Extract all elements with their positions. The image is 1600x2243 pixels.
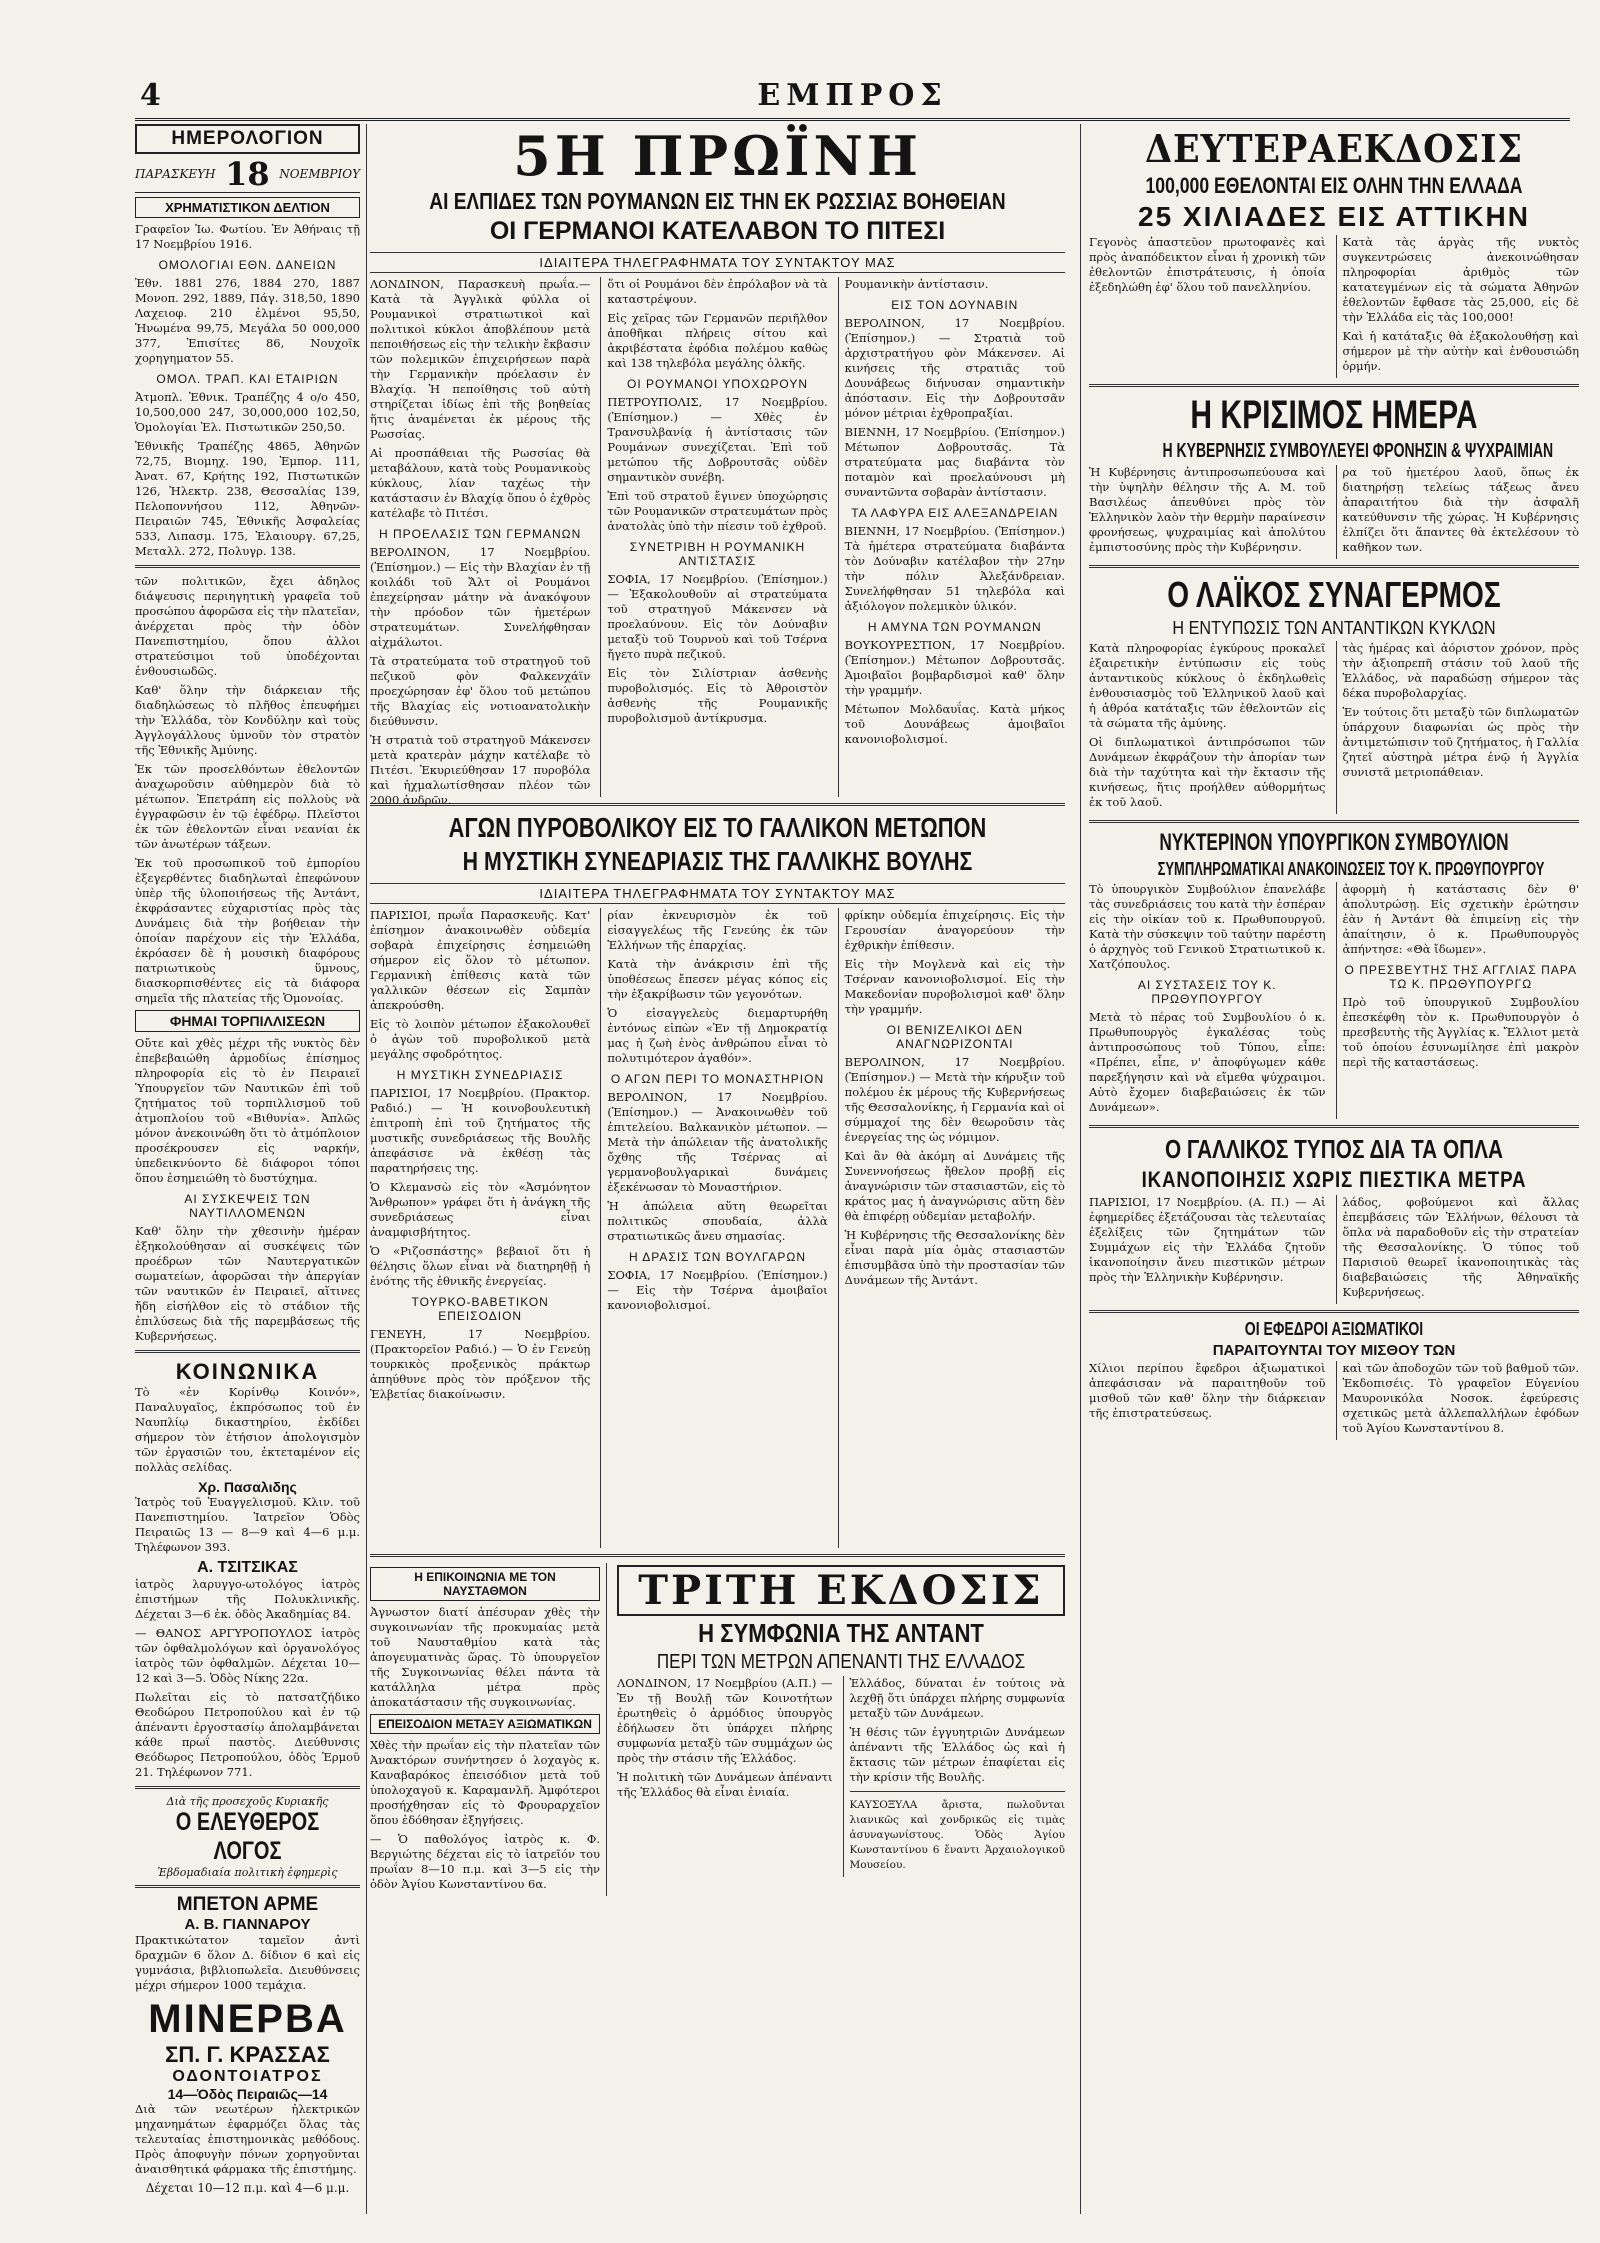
subcolumn: [1089, 465, 1326, 559]
article-paragraph: ὅτι οἱ Ρουμάνοι δὲν ἐπρόλαβον νὰ τὰ καταστρέψουν.: [607, 277, 828, 306]
article-paragraph: Κατὰ πληροφορίας ἐγκύρους προκαλεῖ ἐξαιρετικὴν ἐντύπωσιν εἰς τοὺς ἀνταντικοὺς κύκλους ὁ ἐκδηλωθεὶς ἐνθουσιασμὸς τοῦ Ἑλληνικοῦ λαοῦ καὶ ἡ ἀθρόα κατάταξις τῶν ἐθελοντῶν εἰς τὰ σώματα τῆς ἀμύνης.: [1089, 641, 1326, 730]
article-paragraph: Ἐπὶ τοῦ στρατοῦ ἔγινεν ὑποχώρησις τῶν Ρουμανικῶν στρατευμάτων πρὸς ἀνατολὰς ὑπὸ τὴν πίεσιν τοῦ ἐχθροῦ.: [607, 489, 828, 533]
section-title: ΕΙΣ ΤΟΝ ΔΟΥΝΑΒΙΝ: [891, 298, 1019, 312]
article-paragraph: ΒΕΡΟΛΙΝΟΝ, 17 Νοεμβρίου. (Ἐπίσημον.) — Στρατιὰ τοῦ ἀρχιστρατήγου φὸν Μάκενσεν. Αἱ κινήσεις τῆς στρατιᾶς τοῦ Δουνάβεως διήνυσαν σημαντικὴν ἀπόστασιν. Εἰς τὴν Δοβρουτσᾶν μόνον μέτριαι ἐχθροπραξίαι.: [844, 316, 1065, 420]
article-paragraph: Εἰς τὸν Σιλίστριαν ἀσθενὴς πυροβολισμός. Εἰς τὸ Ἀθροιστὸν ἀσθενὴς τῆς Ρουμανικῆς πυροβολισμοῦ ἀντίκρυσμα.: [607, 666, 828, 725]
article-paragraph: Ἡ θέσις τῶν ἐγγυητριῶν Δυνάμεων ἀπέναντι τῆς Ἑλλάδος ὡς καὶ ἡ ἔκτασις τῶν μέτρων ἐπαφίεται εἰς τὴν κρίσιν τῆς Βουλῆς.: [849, 1725, 1065, 1784]
subcolumn-b: [600, 277, 827, 797]
small-ad: ΚΑΥΣΟΞΥΛΑ ἄριστα, πωλοῦνται λιανικῶς καὶ χονδρικῶς εἰς τιμὰς ἀσυναγωνίστους. Ὁδὸς Ἀγίου Κωνσταντίνου 6 ἔναντι Ἀρχαιολογικοῦ Μουσείου.: [849, 1799, 1065, 1871]
headline: ΠΑΡΑΙΤΟΥΝΤΑΙ ΤΟΥ ΜΙΣΘΟΥ ΤΩΝ: [1212, 1342, 1456, 1359]
section-title: ΟΙ ΒΕΝΙΖΕΛΙΚΟΙ ΔΕΝ ΑΝΑΓΝΩΡΙΖΟΝΤΑΙ: [886, 1023, 1023, 1051]
article-paragraph: Ὁ Κλεμανσὼ εἰς τὸν «Ἀσμόνητον Ἄνθρωπον» γράφει ὅτι ἡ ἀνάγκη τῆς συνεδριάσεως εἶναι ἀναμφισβήτητος.: [370, 1180, 591, 1239]
section-title: Η ΑΜΥΝΑ ΤΩΝ ΡΟΥΜΑΝΩΝ: [867, 620, 1042, 634]
ad-dentist: ΟΔΟΝΤΟΙΑΤΡΟΣ: [172, 2068, 323, 2085]
calendar-month: ΝΟΕΜΒΡΙΟΥ: [279, 167, 360, 181]
popular-columns: [1089, 641, 1579, 814]
article-paragraph: Ἡ στρατιὰ τοῦ στρατηγοῦ Μάκενσεν μετὰ κρατερὰν μάχην κατέλαβε τὸ Πιτέσι. Ἐκυριεύθησαν 17 πυροβόλα καὶ ἠχμαλωτίσθησαν πλέον τῶν 2000 ἀνδρῶν.: [370, 733, 591, 807]
article-paragraph: φρίκην οὐδεμία ἐπιχείρησις. Εἰς τὴν Γερουσίαν ἀναγορεύουν τὴν ἐχθρικὴν ἐπίθεσιν.: [844, 908, 1065, 952]
ad-giannarou: Α. Β. ΓΙΑΝΝΑΡΟΥ: [184, 1916, 311, 1933]
subcolumn-g: [617, 1676, 833, 1877]
social-text: Τὸ «ἐν Κορίνθῳ Κοινόν», Παναλυγαῖος, ἐκπρόσωπος τοῦ ἐν Ναυπλίῳ δικαστηρίου, ἐκδίδει σήμερον τὸν ἐτήσιον ἀπολογισμὸν τῶν ἐργασιῶν του, ἐκτεταμένον εἰς πολλὰς σελίδας.: [135, 1385, 360, 1474]
article-paragraph: τῶν πολιτικῶν, ἔχει ἀδηλος διάψευσις περιηγητικὴ γραφεῖα τοῦ προσώπου ἀφορῶσα εἰς τὴν πλατεῖαν, ἀνέρχεται πρὸς τὴν ὁδὸν Πανεπιστημίου, ὅπου ἀλλοι στρατεύσιμοι τοῦ ὑποδέχονται ἐνθουσιωδῶς.: [135, 574, 360, 678]
article-paragraph: Τὰ στρατεύματα τοῦ στρατηγοῦ τοῦ πεζικοῦ φὸν Φαλκενχάϊν προεχώρησαν ἐφ' ὅλου τοῦ μετώπου τῆς Βλαχίας εἰς νοτιοανατολικὴν διεύθυνσιν.: [370, 654, 591, 728]
doctor-text: ἰατρὸς λαρυγγο-ωτολόγος ἰατρὸς ἐπιστήμων τῆς Πολυκλινικῆς. Δέχεται 3—6 ἐκ. ὁδὸς Ἀκαδημίας 84.: [135, 1577, 360, 1621]
page-number: 4: [140, 78, 161, 113]
article-paragraph: ΣΟΦΙΑ, 17 Νοεμβρίου. (Ἐπίσημον.) — Εἰς τὴν Τσέρνα ἀμοιβαῖοι κανονιοβολισμοί.: [607, 1268, 828, 1312]
doctor-name: Χρ. Πασαλιδης: [198, 1479, 297, 1495]
third-edition-title: ΤΡΙΤΗ ΕΚΔΟΣΙΣ: [617, 1565, 1065, 1616]
article-paragraph: ΠΑΡΙΣΙΟΙ, 17 Νοεμβρίου. (Α. Π.) — Αἱ ἐφημερίδες ἐξετάζουσαι τὰς τελευταίας ἐξελίξεις τῶν ζητημάτων τῶν Συμμάχων εἰς τὴν Ἑλλάδα ζητοῦν ἱκανοποίησιν ἄνευ πιεστικῶν μέτρων πρὸς τὴν Ἑλληνικὴν Κυβέρνησιν.: [1089, 1195, 1326, 1284]
article-paragraph: ΛΟΝΔΙΝΟΝ, Παρασκευὴ πρωΐα.— Κατὰ τὰ Ἀγγλικὰ φύλλα οἱ Ρουμανικοὶ στρατιωτικοὶ καὶ πολιτικοὶ κύκλοι ἀποβλέπουν μετὰ πεποιθήσεως εἰς τὴν τελικὴν ἔκβασιν τῶν πολεμικῶν ἐπιχειρήσεων παρὰ τὴν Γερμανικὴν πρόελασιν ἐν Βλαχίᾳ. Ἡ πεποίθησις τοῦ αὐτὴ στηρίζεται ἰδίως ἐπὶ τῆς βοηθείας ἥτις ἀναμένεται ἐκ μέρους τῆς Ρωσσίας.: [370, 277, 591, 441]
dispatch-line: ΙΔΙΑΙΤΕΡΑ ΤΗΛΕΓΡΑΦΗΜΑΤΑ ΤΟΥ ΣΥΝΤΑΚΤΟΥ ΜΑΣ: [370, 883, 1065, 904]
section-title: Ο ΠΡΕΣΒΕΥΤΗΣ ΤΗΣ ΑΓΓΛΙΑΣ ΠΑΡΑ ΤΩ Κ. ΠΡΩΘΥΠΟΥΡΓΩ: [1344, 963, 1577, 991]
subcolumn-h: [843, 1676, 1066, 1877]
article-paragraph: Χθὲς τὴν πρωΐαν εἰς τὴν πλατεῖαν τῶν Ἀνακτόρων συνήντησεν ὁ λοχαγὸς κ. Καναβαρόκος ἐπεισόδιον μετὰ τοῦ ὑπολοχαγοῦ κ. Καραμανλῆ. Ἀμφότεροι προσήχθησαν εἰς τὸ Φρουραρχεῖον ὅπου ἐδόθησαν ἐξηγήσεις.: [370, 1738, 600, 1827]
headline: ΣΥΜΠΛΗΡΩΜΑΤΙΚΑΙ ΑΝΑΚΟΙΝΩΣΕΙΣ ΤΟΥ Κ. ΠΡΩΘΥΠΟΥΡΓΟΥ: [1157, 859, 1545, 879]
divider: [135, 565, 360, 568]
third-edition-columns: [617, 1676, 1065, 1877]
section-title: ΑΙ ΣΥΣΤΑΣΕΙΣ ΤΟΥ Κ. ΠΡΩΘΥΠΟΥΡΓΟΥ: [1137, 978, 1277, 1006]
shares-text: Ἀτμοπλ. Ἐθνικ. Τραπέζης 4 ο/ο 450, 10,500,000 247, 30,000,000 102,50, Ὁμολογίαι Ἐλ. Πιστωτικῶν 250,50.: [135, 390, 360, 434]
article-paragraph: Κατὰ τὰς ἀργὰς τῆς νυκτὸς συγκεντρώσεις ἀνεκοινώθησαν πληροφορίαι ἀριθμὸς τῶν κατατεγμένων εἰς τὰ σώματα Ἀθηνῶν ἐθελοντῶν ἔφθασε τὰς 25,000, εἰς δὲ τὴν Ἑλλάδα εἰς τὰς 100,000!: [1342, 235, 1579, 324]
section-title: Η ΜΥΣΤΙΚΗ ΣΥΝΕΔΡΙΑΣΙΣ: [396, 1068, 564, 1082]
volunteers-columns: [1089, 235, 1579, 378]
divider: [1089, 820, 1579, 823]
headline: Η ΕΝΤΥΠΩΣΙΣ ΤΩΝ ΑΝΤΑΝΤΙΚΩΝ ΚΥΚΛΩΝ: [1172, 618, 1496, 638]
subcolumn: [1089, 1361, 1326, 1440]
article-paragraph: Καὶ ἡ κατάταξις θὰ ἐξακολουθήσῃ καὶ σήμερον μὲ τὴν αὐτὴν καὶ ἐνθουσιώδη ὁρμήν.: [1342, 329, 1579, 373]
article-paragraph: ΒΕΡΟΛΙΝΟΝ, 17 Νοεμβρίου. (Ἐπίσημον.) — Μετὰ τὴν κήρυξιν τοῦ πολέμου ἐκ μέρους τῆς Κυβερνήσεως τῆς Θεσσαλονίκης, ἡ Γερμανία καὶ οἱ σύμμαχοί της δὲν θεωροῦσιν τὰς ἐνεργείας της ὡς νόμιμον.: [844, 1055, 1065, 1144]
headline: 25 ΧΙΛΙΑΔΕΣ ΕΙΣ ΑΤΤΙΚΗΝ: [1138, 201, 1530, 232]
divider: [850, 1791, 1066, 1792]
article-paragraph: ΠΕΤΡΟΥΠΟΛΙΣ, 17 Νοεμβρίου. (Ἐπίσημον.) — Χθὲς ἐν Τρανσυλβανίᾳ ἡ ἀντίστασις τῶν Ρουμάνων συνεχίζεται. Ἐπὶ τοῦ μετώπου τῆς Δοβρουτσᾶς οὐδὲν σημαντικὸν συνέβη.: [607, 395, 828, 484]
social-title: ΚΟΙΝΩΝΙΚΑ: [175, 1359, 320, 1384]
divider: [135, 1885, 360, 1888]
calendar-day: 18: [225, 155, 270, 193]
doctor-text: Ἰατρὸς τοῦ Ἐυαγγελισμοῦ. Κλιν. τοῦ Πανεπιστημίου. Ἰατρεῖον Ὁδὸς Πειραιῶς 13 — 8—9 καὶ 4—6 μ.μ. Τηλέφωνον 393.: [135, 1495, 360, 1554]
article-paragraph: ΒΟΥΚΟΥΡΕΣΤΙΟΝ, 17 Νοεμβρίου. (Ἐπίσημον.) Μέτωπον Δοβρουτσᾶς. Ἀμοιβαῖοι βομβαρδισμοὶ καθ' ὅλην τὴν γραμμήν.: [844, 638, 1065, 697]
article-paragraph: Ἡ Κυβέρνησις ἀντιπροσωπεύουσα καὶ τὴν ὑψηλὴν θέλησιν τῆς Α. Μ. τοῦ Βασιλέως ἀπευθύνει πρὸς τὸν Ἑλληνικὸν λαὸν τὴν θερμὴν παραίνεσιν φρονήσεως, ψυχραιμίας καὶ ἀπολύτου ἐμπιστοσύνης πρὸς τὴν Κυβέρνησιν.: [1089, 465, 1326, 554]
calendar-weekday: ΠΑΡΑΣΚΕΥΗ: [135, 167, 216, 181]
reserve-officers-columns: [1089, 1361, 1579, 1440]
paris-columns: [370, 908, 1065, 1548]
subcolumn: [1089, 235, 1326, 378]
article-paragraph: Ἐκ τοῦ προσωπικοῦ τοῦ ἐμπορίου ἐξεγερθέντες διαδηλωταὶ ἐπεφώνουν ὑπὲρ τῆς ὑλοποιήσεως τῆς Ἀντάντ, ἐκφράσαντες εὐχαριστίας πρὸς τὰς Δυνάμεις διὰ τὴν βοήθειαν τὴν ὁποίαν παρέχουν εἰς τὴν Ἑλλάδα, ἐκρόασεν δὲ ἡ μουσικὴ διαφόρους πατριωτικοὺς ὕμνους, διασκορπισθέντες εἰς τὰ διάφορα σημεῖα τῆς πλατείας τῆς Ὁμονοίας.: [135, 856, 360, 1005]
section-title: ΟΙ ΡΟΥΜΑΝΟΙ ΥΠΟΧΩΡΟΥΝ: [626, 377, 808, 391]
article-paragraph: τὰς ἡμέρας καὶ ἀόριστον χρόνον, πρὸς τὴν ἀξιοπρεπῆ στάσιν τοῦ λαοῦ τῆς Ἑλλάδος, νὰ παραδώσῃ σήμερον τὰς δέκα πυροβολαρχίας.: [1342, 641, 1579, 700]
subcolumn-d: [370, 908, 590, 1548]
subcolumn: [1089, 641, 1326, 814]
divider: [135, 1350, 360, 1353]
article-paragraph: Καὶ ἂν θὰ ἀκόμη αἱ Δυνάμεις τῆς Συνεννοήσεως ἤθελον προβῇ εἰς ἀναγνώρισιν τῶν στασιαστῶν, εἰς τὸ κράτος μας ἡ ἀναγνώρισις αὕτη δὲν θὰ ἐπιφέρῃ οὐδεμίαν μεταβολήν.: [844, 1149, 1065, 1223]
article-paragraph: — Ὁ παθολόγος ἰατρὸς κ. Φ. Βεργιώτης δέχεται εἰς τὸ ἰατρεῖόν του πρωΐαν 8—10 π.μ. καὶ 3—5 εἰς τὴν ὁδὸν Ἀγίου Κωνσταντίνου 6α.: [370, 1832, 600, 1891]
article-paragraph: ΒΙΕΝΝΗ, 17 Νοεμβρίου. (Ἐπίσημον.) Τὰ ἡμέτερα στρατεύματα διαβάντα τὸν Δούναβιν κατέλαβον τὴν 27ην τὴν πόλιν Ἀλεξάνδρειαν. Συνελήφθησαν 51 τηλεβόλα καὶ ἀξιόλογον πολεμικὸν ὑλικόν.: [844, 524, 1065, 613]
article-paragraph: Καθ' ὅλην τὴν διάρκειαν τῆς διαδηλώσεως τὸ πλῆθος ἐπευφήμει τὴν Ἑλλάδα, τὸν Κονδύλην καὶ τοὺς Ἀγγλογάλλους ὑμνοῦν τὸν στρατὸν τῆς Ἐθνικῆς Ἀμύνης.: [135, 683, 360, 757]
ad-intro: Διὰ τῆς προσεχοῦς Κυριακῆς: [166, 1795, 329, 1808]
doctor-text: — ΘΑΝΟΣ ΑΡΓΥΡΟΠΟΥΛΟΣ ἰατρὸς τῶν ὀφθαλμολόγων καὶ ὀργανολόγος ἰατρὸς τῶν ὀφθαλμῶν. Δέχεται 10—12 καὶ 3—5. Ὁδὸς Νίκης 22α.: [135, 1626, 360, 1685]
article-paragraph: Γεγονὸς ἀπαστεῦον πρωτοφανὲς καὶ πρὸς ἀναπόδεικτον εἶναι ἡ χρονικὴ τῶν ἐθελοντῶν ἐπιστράτευσις, ἡ ὁποία ἐξεδηλώθη ἐφ' ὅλου τοῦ πανελληνίου.: [1089, 235, 1326, 294]
article-paragraph: Ἀγνωστον διατί ἀπέσυραν χθὲς τὴν συγκοινωνίαν τῆς προκυμαίας μετὰ τοῦ Ναυσταθμίου κατὰ τὰς ἀπογευματινὰς ὥρας. Τὸ ὑπουργεῖον τῆς Συγκοινωνίας θέλει πάντα τὰ κατάλληλα μέτρα πρὸς ἀποκατάστασιν τῆς συγκοινωνίας.: [370, 1605, 600, 1709]
headline: ΠΕΡΙ ΤΩΝ ΜΕΤΡΩΝ ΑΠΕΝΑΝΤΙ ΤΗΣ ΕΛΛΑΔΟΣ: [656, 1651, 1026, 1673]
article-paragraph: ΒΕΡΟΛΙΝΟΝ, 17 Νοεμβρίου. (Ἐπίσημον.) — Εἰς τὴν Βλαχίαν ἐν τῇ κοιλάδι τοῦ Ἄλτ οἱ Ρουμάνοι ἐπεχείρησαν μάτην νὰ ἀνακόψουν τὴν πρόοδον τῶν ἡμετέρων στρατευμάτων. Συνελήφθησαν αἰχμάλωτοι.: [370, 545, 591, 649]
headline: ΝΥΚΤΕΡΙΝΟΝ ΥΠΟΥΡΓΙΚΟΝ ΣΥΜΒΟΥΛΙΟΝ: [1159, 829, 1509, 856]
right-column: [1080, 124, 1579, 2214]
second-edition-title: ΔΕΥΤΕΡΑΕΚΔΟΣΙΣ: [1144, 126, 1524, 171]
article-paragraph: ΒΙΕΝΝΗ, 17 Νοεμβρίου. (Ἐπίσημον.) Μέτωπον Δοβρουτσᾶς. Τὰ στρατεύματα μας διαβάντα τὸν ποταμὸν καὶ προελαύνουσι μὴ συναντῶντα σοβαρὰν ἀντίστασιν.: [844, 425, 1065, 499]
subcolumn: [1336, 1361, 1580, 1440]
shipowners-text: Καθ' ὅλην τὴν χθεσινὴν ἡμέραν ἐξηκολούθησαν αἱ συσκέψεις τῶν προέδρων τῶν Ναυτεργατικῶν σωματείων, ἀφορῶσαι τὴν ἀπεργίαν τῶν ναυτικῶν ἐν Πειραιεῖ, αἵτινες ἤδη εἰσήλθον εἰς τὸ στάδιον τῆς ἐπιλύσεως διὰ τῆς παρεμβάσεως τῆς Κυβερνήσεως.: [135, 1224, 360, 1343]
bonds-text: Ἐθν. 1881 276, 1884 270, 1887 Μονοπ. 292, 1889, Πάγ. 318,50, 1890 Λαχειοφ. 210 ἐλμένοι 95,50, Ἡνωμένα 99,75, Μεγάλα 50 000,000 377, Ἐπισίτες 86, Νουχοῖκ χορηγηματον 55.: [135, 276, 360, 365]
article-paragraph: ΛΟΝΔΙΝΟΝ, 17 Νοεμβρίου (Α.Π.) — Ἐν τῇ Βουλῇ τῶν Κοινοτήτων ἐρωτηθεὶς ὁ ἀρμόδιος ὑπουργὸς ἐδήλωσεν ὅτι ὑπάρχει πλήρης συμφωνία μεταξὺ τῶν συμμάχων ὡς πρὸς τὴν στάσιν τῆς Ἑλλάδος.: [617, 1676, 833, 1765]
bottom-section: [370, 1563, 1065, 1896]
article-paragraph: Ἐν τούτοις ὅτι μεταξὺ τῶν διπλωματῶν ὑπάρχουν διαφωνίαι ὡς πρὸς τὴν ἀντιμετώπισιν τοῦ ζητήματος, ἡ Γαλλία ζητεῖ αὐστηρὰ μέτρα ἐνῷ ἡ Ἀγγλία συνιστᾶ μετριοπάθειαν.: [1342, 705, 1579, 779]
dispatch-line: ΙΔΙΑΙΤΕΡΑ ΤΗΛΕΓΡΑΦΗΜΑΤΑ ΤΟΥ ΣΥΝΤΑΚΤΟΥ ΜΑΣ: [370, 252, 1065, 273]
doctor-name: Α. ΤΣΙΤΣΙΚΑΣ: [197, 1559, 298, 1576]
ad-address: 14—Ὁδὸς Πειραιῶς—14: [167, 2086, 328, 2102]
council-columns: [1089, 882, 1579, 1119]
bonds-title: ΟΜΟΛΟΓΙΑΙ ΕΘΝ. ΔΑΝΕΙΩΝ: [158, 258, 337, 272]
article-paragraph: ἀφορμὴ ἡ κατάστασις δὲν θ' ἀπολυτρώσῃ. Εἰς σχετικὴν ἐρώτησιν ἐὰν ἡ Ἀντάντ θὰ ἐπιμείνῃ εἰς τὴν ἀπαίτησιν, ὁ κ. Πρωθυπουργὸς ἀπήντησε: «Θὰ ἴδωμεν».: [1342, 882, 1579, 956]
subcolumn: [1336, 465, 1580, 559]
divider: [1089, 1310, 1579, 1313]
article-paragraph: Ἡ ἀπώλεια αὕτη θεωρεῖται πολιτικῶς σπουδαία, ἀλλὰ στρατιωτικῶς ἄνευ σημασίας.: [607, 1199, 828, 1243]
subcolumn: [1089, 1195, 1326, 1304]
subcolumn-a: [370, 277, 591, 807]
subcolumn: [1336, 882, 1580, 1119]
article-paragraph: Οἱ διπλωματικοὶ ἀντιπρόσωποι τῶν Δυνάμεων ἐκφράζουν τὴν ἀπορίαν των διὰ τὴν ταχύτητα καὶ τὴν ἔκτασιν τῆς κινήσεως, ἥτις προήλθεν αὐθορμήτως ἐκ τοῦ λαοῦ.: [1089, 735, 1326, 809]
article-paragraph: Ἡ Κυβέρνησις τῆς Θεσσαλονίκης δὲν εἶναι παρὰ μία ὁμὰς στασιαστῶν ἐπισυμβᾶσα ὑπὸ τὴν προστασίαν τῶν Δυνάμεων τῆς Ἀντάντ.: [844, 1228, 1065, 1287]
ad-text: Διὰ τῶν νεωτέρων ἠλεκτρικῶν μηχανημάτων ἐφαρμόζει ὅλας τὰς τελευταίας ἐπιστημονικὰς μεθόδους. Πρὸς ἀποφυγὴν πόνων χορηγοῦνται ἀναισθητικά φάρμακα τῆς ἐπιστήμης.: [135, 2102, 360, 2176]
shares-title: ΟΜΟΛ. ΤΡΑΠ. ΚΑΙ ΕΤΑΙΡΙΩΝ: [156, 372, 339, 386]
headline: Η ΚΥΒΕΡΝΗΣΙΣ ΣΥΜΒΟΥΛΕΥΕΙ ΦΡΟΝΗΣΙΝ & ΨΥΧΡΑΙΜΙΑΝ: [1162, 440, 1554, 462]
third-edition: [617, 1563, 1065, 1896]
dispatch-columns: [370, 277, 1065, 807]
ad-eleftheros-logos: Ο ΕΛΕΥΘΕΡΟΣ ΛΟΓΟΣ: [175, 1808, 320, 1865]
headline: ΑΓΩΝ ΠΥΡΟΒΟΛΙΚΟΥ ΕΙΣ ΤΟ ΓΑΛΛΙΚΟΝ ΜΕΤΩΠΟΝ: [448, 812, 987, 843]
article-paragraph: ΠΑΡΙΣΙΟΙ, πρωΐα Παρασκευῆς. Κατ' ἐπίσημον ἀνακοινωθὲν οὐδεμία σοβαρὰ ἐπιχείρησις ἐσημειώθη σήμερον εἰς ὅλον τὸ μέτωπον. Γερμανικὴ ἐπίθεσις κατὰ τῶν γαλλικῶν θέσεων εἰς Σαμπὰν ἀπεκρούσθη.: [370, 908, 591, 1012]
divider: [370, 1554, 1065, 1557]
ad-krassas: ΣΠ. Γ. ΚΡΑΣΣΑΣ: [165, 2042, 330, 2067]
headline: ΟΙ ΓΕΡΜΑΝΟΙ ΚΑΤΕΛΑΒΟΝ ΤΟ ΠΙΤΕΣΙ: [489, 217, 946, 245]
article-paragraph: ρα τοῦ ἡμετέρου λαοῦ, ὅπως ἐκ διατηρήσῃ τελείως τάξεως ἄνευ ἀπαραιτήτου διὰ τὴν ἀσφαλῆ κατεύθυνσιν τῆς χώρας. Ἡ Κυβέρνησις ἐλπίζει ὅτι ἅπαντες θὰ ἐκτελέσουν τὸ καθῆκον των.: [1342, 465, 1579, 554]
section-title: ΣΥΝΕΤΡΙΒΗ Η ΡΟΥΜΑΝΙΚΗ ΑΝΤΙΣΤΑΣΙΣ: [629, 540, 806, 568]
section-title: ΕΠΕΙΣΟΔΙΟΝ ΜΕΤΑΞΥ ΑΞΙΩΜΑΤΙΚΩΝ: [370, 1714, 600, 1734]
subcolumn: [1336, 1195, 1580, 1304]
article-paragraph: ΒΕΡΟΛΙΝΟΝ, 17 Νοεμβρίου. (Ἐπίσημον.) — Ἀνακοινωθὲν τοῦ ἐπιτελείου. Βαλκανικὸν μέτωπον. — Μετὰ τὴν ἀπώλειαν τῆς ἀνατολικῆς ὄχθης τῆς Τσέρνας αἱ γερμανοβουλγαρικαὶ δυνάμεις ἐξεκένωσαν τὸ Μοναστήριον.: [607, 1090, 828, 1194]
ad-minerva: ΜΙΝΕΡΒΑ: [148, 1997, 347, 2041]
article-paragraph: ΣΟΦΙΑ, 17 Νοεμβρίου. (Ἐπίσημον.) — Ἐξακολουθοῦν αἱ στρατεύματα τοῦ στρατηγοῦ Μάκενσεν νὰ προελαύνουν. Εἰς τὸν Δούναβιν μεταξὺ τοῦ Τουρνοὺ καὶ τοῦ Τσέρνα ἤγετο πυρὰ πεζικοῦ.: [607, 572, 828, 661]
masthead: [135, 78, 1570, 121]
rumors-text: Οὔτε καὶ χθὲς μέχρι τῆς νυκτὸς δὲν ἐπεβεβαιώθη ἀρμοδίως ἐπίσημος πληροφορία εἰς τὸ ἐν Πειραιεῖ Ὑπουργεῖον τῶν Ναυτικῶν ἐπὶ τοῦ ζητήματος τοῦ τορπιλλισμοῦ τοῦ ἀτμοπλοίου τοῦ «Βιθυνία». Ἀπλῶς μόνον ἀνεκοινώθη ὅτι τὸ ἀτμόπλοιον προσέκρουσεν εἰς ναρκήν, ὑπεδεικνύοντο δὲ διάφοροι τόποι ὅπου ἐσημειώθη τὸ δυστύχημα.: [135, 1036, 360, 1185]
calendar-title: ΗΜΕΡΟΛΟΓΙΟΝ: [135, 124, 360, 154]
section-title: ΤΟΥΡΚΟ-ΒΑΒΕΤΙΚΟΝ ΕΠΕΙΣΟΔΙΟΝ: [411, 1295, 549, 1323]
subcolumn: [1336, 235, 1580, 378]
left-column: [135, 124, 367, 2214]
section-title: Η ΠΡΟΕΛΑΣΙΣ ΤΩΝ ΓΕΡΜΑΝΩΝ: [379, 527, 582, 541]
section-title: Ο ΑΓΩΝ ΠΕΡΙ ΤΟ ΜΟΝΑΣΤΗΡΙΟΝ: [610, 1072, 825, 1086]
ad-text: Πρακτικώτατον ταμεῖον ἀντὶ δραχμῶν 6 ὅλον Δ. δίδιον 6 καὶ εἰς γυμνάσια, βιβλιοπωλεῖα. Διευθύνσεις μέχρι σήμερον 1000 τεμάχια.: [135, 1933, 360, 1992]
headline: Η ΚΡΙΣΙΜΟΣ ΗΜΕΡΑ: [1190, 393, 1478, 437]
article-paragraph: Τὸ ὑπουργικὸν Συμβούλιον ἐπανελάβε τὰς συνεδριάσεις του κατὰ τὴν ἑσπέραν εἰς τὴν οἰκίαν τοῦ κ. Πρωθυπουργοῦ. Κατὰ τὴν σύσκεψιν τοῦ ταύτην παρέστη ὁ ἀρχηγὸς τοῦ Γενικοῦ Στρατιωτικοῦ κ. Χατζόπουλος.: [1089, 882, 1326, 971]
article-paragraph: Ὁ «Ριζοσπάστης» βεβαιοῖ ὅτι ἡ θέλησις ὅλων εἶναι νὰ διατηρηθῇ ἡ ἑνότης τῆς ἐθνικῆς ἐνεργείας.: [370, 1244, 591, 1288]
subcolumn: [1336, 641, 1580, 814]
finance-intro: Γραφεῖον Ἰω. Φωτίου. Ἐν Ἀθήναις τῇ 17 Νοεμβρίου 1916.: [135, 222, 360, 251]
headline: 100,000 ΕΘΕΛΟΝΤΑΙ ΕΙΣ ΟΛΗΝ ΤΗΝ ΕΛΛΑΔΑ: [1145, 173, 1523, 198]
article-paragraph: Χίλιοι περίπου ἔφεδροι ἀξιωματικοὶ ἀπεφάσισαν νὰ παραιτηθοῦν τοῦ μισθοῦ τῶν καθ' ὅλην τὴν διάρκειαν τῆς ἐπιστρατεύσεως.: [1089, 1361, 1326, 1420]
divider: [135, 1786, 360, 1789]
shipowners-title: ΑΙ ΣΥΣΚΕΨΕΙΣ ΤΩΝ ΝΑΥΤΙΛΛΟΜΕΝΩΝ: [184, 1192, 311, 1220]
rumors-title: ΦΗΜΑΙ ΤΟΡΠΙΛΛΙΣΕΩΝ: [135, 1010, 360, 1032]
subcolumn-c: [838, 277, 1065, 797]
article-paragraph: Εἰς χεῖρας τῶν Γερμανῶν περιῆλθον ἀποθῆκαι πλήρεις σίτου καὶ ἀκριβέστατα ἐφόδια πολέμου καθὼς καὶ 138 τηλεβόλα μεγάλης ὁλκῆς.: [607, 311, 828, 370]
headline: ΑΙ ΕΛΠΙΔΕΣ ΤΩΝ ΡΟΥΜΑΝΩΝ ΕΙΣ ΤΗΝ ΕΚ ΡΩΣΣΙΑΣ ΒΟΗΘΕΙΑΝ: [429, 188, 1006, 214]
headline: Η ΣΥΜΦΩΝΙΑ ΤΗΣ ΑΝΤΑΝΤ: [698, 1618, 984, 1648]
section-title: ΤΑ ΛΑΦΥΡΑ ΕΙΣ ΑΛΕΞΑΝΔΡΕΙΑΝ: [851, 506, 1059, 520]
french-press-columns: [1089, 1195, 1579, 1304]
article-paragraph: Πρὸ τοῦ ὑπουργικοῦ Συμβουλίου ἐπεσκέφθη τὸν κ. Πρωθυπουργὸν ὁ πρεσβευτὴς τῆς Ἀγγλίας κ. Ἔλλιοτ μετὰ τοῦ ὁποίου ἐσυνωμίλησε ἐπὶ μακρὸν περὶ τῆς καταστάσεως.: [1342, 995, 1579, 1069]
paper-title: ΕΜΠΡΟΣ: [757, 78, 948, 113]
article-paragraph: ΠΑΡΙΣΙΟΙ, 17 Νοεμβρίου. (Πρακτορ. Ραδιό.) — Ἡ κοινοβουλευτικὴ ἐπιτροπὴ ἐπὶ τοῦ ζητήματος τῆς μυστικῆς συνεδριάσεως τῆς Βουλῆς ἀπεφάσισε νὰ ἐκθέσῃ τὰς παρατηρήσεις της.: [370, 1086, 591, 1175]
bottom-left-box: [370, 1563, 607, 1896]
article-paragraph: Ρουμανικὴν ἀντίστασιν.: [844, 277, 989, 291]
article-paragraph: ρίαν ἐκνευρισμὸν ἐκ τοῦ εἰσαγγελέως τῆς Γενεύης ἐκ τῶν Ἑλλήνων τῆς ἐπαρχίας.: [607, 908, 828, 952]
section-title: Η ΔΡΑΣΙΣ ΤΩΝ ΒΟΥΛΓΑΡΩΝ: [628, 1250, 807, 1264]
article-paragraph: Ἑλλάδος, δύναται ἐν τούτοις νὰ λεχθῇ ὅτι ὑπάρχει πλήρης συμφωνία μεταξὺ τῶν Δυνάμεων.: [849, 1676, 1065, 1720]
crisis-columns: [1089, 465, 1579, 559]
divider: [1089, 565, 1579, 568]
ad-beton-arme: ΜΠΕΤΟΝ ΑΡΜΕ: [176, 1894, 319, 1915]
subcolumn-f: [838, 908, 1065, 1548]
headline: ΟΙ ΕΦΕΔΡΟΙ ΑΞΙΩΜΑΤΙΚΟΙ: [1244, 1319, 1424, 1339]
headline: Η ΜΥΣΤΙΚΗ ΣΥΝΕΔΡΙΑΣΙΣ ΤΗΣ ΓΑΛΛΙΚΗΣ ΒΟΥΛΗΣ: [462, 846, 973, 876]
divider: [1089, 384, 1579, 387]
article-paragraph: Αἱ προσπάθειαι τῆς Ρωσσίας θὰ μεταβάλουν, κατὰ τοὺς Ρουμανικοὺς κύκλους, λίαν ταχέως τὴν κατάστασιν ἐν Βλαχίᾳ ὅπου ὁ ἐχθρὸς κατέλαβε τὸ Πιτέσι.: [370, 446, 591, 520]
subcolumn-e: [600, 908, 827, 1548]
article-paragraph: Μέτωπον Μολδαυΐας. Κατὰ μήκος τοῦ Δουνάβεως ἀμοιβαῖοι κανονιοβολισμοί.: [844, 702, 1065, 746]
article-paragraph: Ὁ εἰσαγγελεὺς διεμαρτυρήθη ἐντόνως εἰπὼν «Ἐν τῇ Δημοκρατίᾳ μας ἡ ζωὴ ἐνὸς ἀνθρώπου εἶναι τὸ πολυτιμότερον ἀγαθόν».: [607, 1006, 828, 1065]
ad-hours: Δέχεται 10—12 π.μ. καὶ 4—6 μ.μ.: [145, 2181, 350, 2195]
doctor-text: Πωλεῖται εἰς τὸ πατσατζήδικο Θεοδώρου Πετροπούλου καὶ ἐν τῷ ἀπέναντι ἐργοστασίῳ ἀπολαμβάνεται κάθε πρωΐ παστὸς. Διεύθυνσις Θεόδωρος Πετροπούλου, ὁδὸς Ἑρμοῦ 21. Τηλέφωνον 771.: [135, 1690, 360, 1779]
divider: [1089, 1125, 1579, 1128]
article-paragraph: Κατὰ τὴν ἀνάκρισιν ἐπὶ τῆς ὑποθέσεως ἔπεσεν μέγας κόπος εἰς τὴν ἐξακρίβωσιν τῶν γεγονότων.: [607, 957, 828, 1001]
notes-text: Ἐθνικῆς Τραπέζης 4865, Ἀθηνῶν 72,75, Βιομηχ. 190, Ἐμπορ. 111, Ἀνατ. 67, Κρήτης 192, Πιστωτικῶν 126, Ἠλεκτρ. 238, Θεσσαλίας 139, Πελοποννήσου 112, Ἀθηνῶν-Πειραιῶν 745, Ἐθνικῆς Ἀσφαλείας 533, Λιπασμ. 175, Ἐλαιουργ. 67,25, Μεταλλ. 272, Πολυγρ. 138.: [135, 439, 360, 558]
article-paragraph: λάδος, φοβούμενοι καὶ ἄλλας ἐπεμβάσεις τῶν Ἑλλήνων, θέλουσι τὰ ὅπλα νὰ παραδοθοῦν εἰς τὴν στρατείαν τῆς Θεσσαλονίκης. Ὁ τύπος τοῦ Παρισιοῦ θεωρεῖ ἱκανοποιητικὰς τὰς διαβεβαιώσεις τῆς Ἀθηναϊκῆς Κυβερνήσεως.: [1342, 1195, 1579, 1299]
subcolumn: [1089, 882, 1326, 1119]
edition-title: 5Η ΠΡΩΪΝΗ: [513, 124, 922, 188]
article-paragraph: Ἡ πολιτικὴ τῶν Δυνάμεων ἀπέναντι τῆς Ἑλλάδος θὰ εἶναι ἑνιαία.: [617, 1770, 833, 1799]
headline: Ο ΛΑΪΚΟΣ ΣΥΝΑΓΕΡΜΟΣ: [1167, 574, 1501, 615]
article-paragraph: Μετὰ τὸ πέρας τοῦ Συμβουλίου ὁ κ. Πρωθυπουργὸς ἐγκαλέσας τοὺς ἀντιπροσώπους τοῦ Τύπου, εἶπε: «Πρέπει, εἶπε, ν' ἀποφύγωμεν κάθε παρεξήγησιν καὶ νὰ εἴμεθα ψύχραιμοι. Αὐτὸ ἔχομεν διαβεβαιώσεις ἐκ τῶν Δυνάμεων».: [1089, 1010, 1326, 1114]
center-columns: [370, 124, 1065, 2214]
article-paragraph: Ἐκ τῶν προσελθόντων ἐθελοντῶν ἀναχωροῦσιν αὐθημερὸν διὰ τὸ μέτωπον. Ἐπετράπη εἰς πολλοὺς νὰ ἐγγραφῶσιν ἐν τῷ ἐφέδρῳ. Πλεῖστοι ἐκ τῶν ἐθελοντῶν εἶναι νεανίαι ἐκ τῶν ἀνωτέρων τάξεων.: [135, 762, 360, 851]
section-title: Η ΕΠΙΚΟΙΝΩΝΙΑ ΜΕ ΤΟΝ ΝΑΥΣΤΑΘΜΟΝ: [370, 1567, 600, 1601]
headline: Ο ΓΑΛΛΙΚΟΣ ΤΥΠΟΣ ΔΙΑ ΤΑ ΟΠΛΑ: [1164, 1134, 1504, 1164]
calendar-date: [135, 155, 360, 193]
ad-subtitle: Ἑβδομαδιαία πολιτικὴ ἐφημερὶς: [157, 1866, 338, 1879]
article-paragraph: ΓΕΝΕΥΗ, 17 Νοεμβρίου. (Πρακτορεῖον Ραδιό.) — Ὁ ἐν Γενεύῃ τουρκικὸς προξενικὸς πράκτωρ ἀπηύθυνε πρὸς τὸν πρόξενον τῆς Ἑλβετίας διακοίνωσιν.: [370, 1327, 591, 1401]
article-paragraph: Εἰς τὸ λοιπὸν μέτωπον ἐξακολουθεῖ ὁ ἀγὼν τοῦ πυροβολικοῦ μετὰ μεγάλης σφοδρότητος.: [370, 1017, 591, 1061]
headline: ΙΚΑΝΟΠΟΙΗΣΙΣ ΧΩΡΙΣ ΠΙΕΣΤΙΚΑ ΜΕΤΡΑ: [1141, 1167, 1527, 1192]
finance-title: ΧΡΗΜΑΤΙΣΤΙΚΟΝ ΔΕΛΤΙΟΝ: [135, 197, 360, 218]
article-paragraph: Εἰς τὴν Μογλενὰ καὶ εἰς τὴν Τσέρναν κανονιοβολισμοί. Εἰς τὴν Μακεδονίαν πυροβολισμοὶ καθ' ὅλην τὴν γραμμήν.: [844, 957, 1065, 1016]
article-paragraph: καὶ τῶν ἀποδοχῶν τῶν τοῦ βαθμοῦ τῶν. Ἐκδοπισέις. Τὸ γραφεῖον Εὐγενίου Μαυρονικόλα Νοσοκ. ἐφεύρεσις σχετικῶς μετὰ ἀλλεπαλλήλων ἐφόδων τοῦ Ἁγίου Κωνσταντίνου 8.: [1342, 1361, 1579, 1435]
